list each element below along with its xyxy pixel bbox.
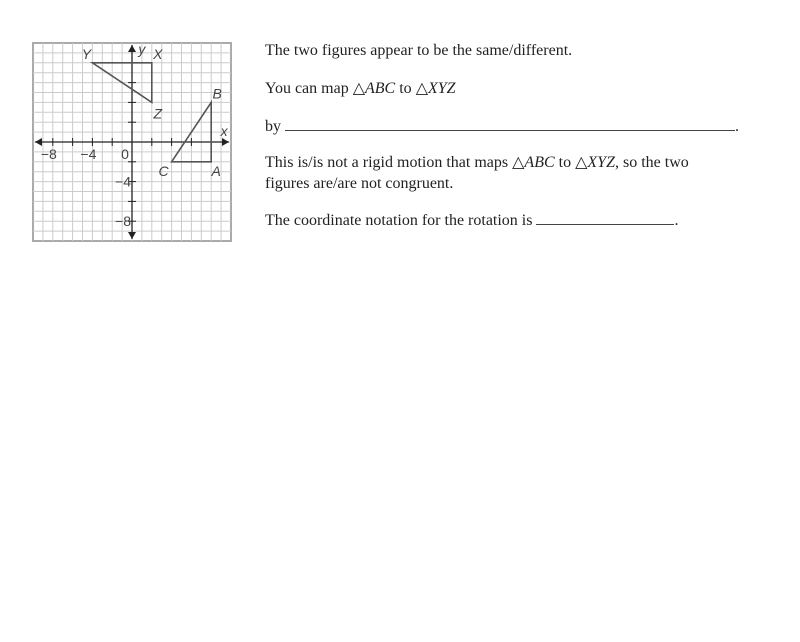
vertex-label-y: Y bbox=[81, 45, 92, 62]
y-tick-label: −8 bbox=[115, 213, 131, 230]
answer-blank-transformation[interactable] bbox=[285, 116, 735, 131]
triangle-abc: △ABC bbox=[512, 154, 555, 171]
period: . bbox=[674, 212, 679, 229]
statement-by bbox=[265, 116, 739, 137]
y-axis-label: y bbox=[138, 40, 146, 57]
triangle-xyz: △XYZ bbox=[415, 80, 456, 97]
x-axis-label: x bbox=[220, 123, 228, 139]
statement-same-different: The two figures appear to be the same/different. bbox=[265, 42, 573, 59]
period: . bbox=[735, 118, 739, 135]
triangle-abc: △ABC bbox=[352, 80, 396, 97]
text: This is/is not a rigid motion that maps bbox=[265, 154, 513, 171]
y-tick-label: −4 bbox=[115, 173, 131, 190]
statement-coordinate-notation bbox=[265, 210, 678, 231]
vertex-label-c: C bbox=[158, 162, 169, 179]
x-tick-label: −4 bbox=[80, 146, 97, 162]
vertex-label-z: Z bbox=[153, 105, 163, 122]
text: to bbox=[395, 80, 416, 97]
origin-label: 0 bbox=[121, 146, 129, 162]
answer-blank-notation[interactable] bbox=[536, 210, 674, 225]
triangle-xyz: △XYZ bbox=[575, 154, 615, 171]
text: You can map bbox=[265, 80, 353, 97]
vertex-label-b: B bbox=[212, 85, 222, 102]
vertex-label-a: A bbox=[211, 162, 221, 179]
text: to bbox=[554, 154, 576, 171]
statement-rigid-motion bbox=[265, 152, 689, 194]
by-label: by bbox=[265, 118, 281, 135]
vertex-label-x: X bbox=[153, 45, 163, 62]
statement-map bbox=[265, 78, 456, 99]
text: figures are/are not congruent. bbox=[265, 175, 454, 192]
text: , so the two bbox=[614, 154, 689, 171]
coordinate-graph bbox=[30, 40, 235, 245]
text: The coordinate notation for the rotation is bbox=[265, 212, 533, 229]
x-tick-label: −8 bbox=[40, 146, 57, 162]
